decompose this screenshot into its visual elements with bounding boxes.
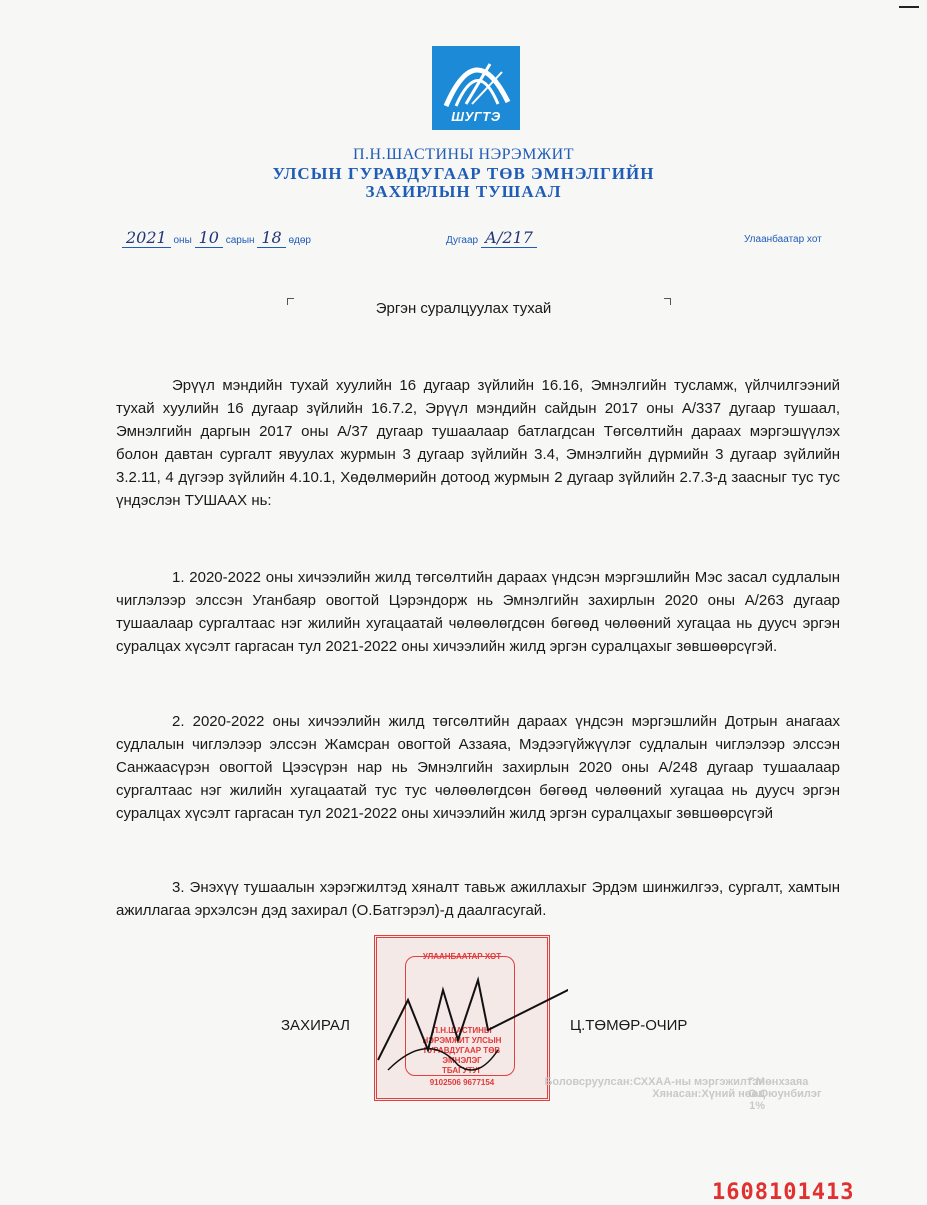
order-item-3: 3. Энэхүү тушаалын хэрэгжилтэд хяналт тавьж ажиллахыг Эрдэм шинжилгээ, сургалт, хамтын ажиллагаа эрхэлсэн дэд захирал (О.Батгэрэл)-д даалгасугай. [116, 879, 840, 919]
stamp-line-6: 9102506 9677154 [429, 1078, 495, 1087]
order-number-value: А/217 [481, 228, 537, 248]
bleed-through-right: Г.Мөнхзаяа О.Оюунбилэг [748, 1076, 822, 1100]
order-city: Улаанбаатар хот [744, 234, 822, 245]
header-line-1: П.Н.ШАСТИНЫ НЭРЭМЖИТ [353, 146, 574, 163]
date-day: 18 [257, 228, 285, 248]
header-line-3: ЗАХИРЛЫН ТУШААЛ [365, 182, 562, 201]
order-number-label: Дугаар [446, 235, 479, 246]
date-month: 10 [195, 228, 223, 248]
handwritten-signature [368, 970, 568, 1090]
order-subject: Эргэн суралцуулах тухай [375, 300, 552, 317]
order-number [446, 228, 537, 248]
order-date [122, 228, 311, 248]
intro-paragraph: Эрүүл мэндийн тухай хуулийн 16 дугаар зүйлийн 16.16, Эмнэлгийн тусламж, үйлчилгээний тухай хуулийн 16 дугаар зүйлийн 16.7.2, Эрүүл мэндийн сайдын 2017 оны А/337 дугаар тушаал, Эмнэлгийн даргын 2017 оны А/37 дугаар тушаалаар батлагдсан Төгсөлтийн дараах мэргэшүүлэх болон давтан сургалт явуулах журмын 3 дугаар зүйлийн 3.4, Эмнэлгийн дүрмийн 3 дугаар зүйлийн 3.2.11, 4 дүгээр зүйлийн 4.10.1, Хөдөлмөрийн дотоод журмын 2 дугаар зүйлийн 2.7.3-д заасныг тус тус үндэслэн ТУШААХ нь: [116, 377, 840, 509]
document-serial-number: 1608101413 [712, 1180, 855, 1205]
date-year-label: оны [173, 235, 192, 246]
stamp-top-text: УЛААНБААТАР ХОТ [422, 952, 502, 961]
hospital-logo [432, 46, 520, 130]
logo-text: ШУГТЭ [451, 109, 501, 124]
stamp-line-3: ГУРАВДУГААР ТӨВ [423, 1046, 501, 1055]
signatory-name: Ц.ТӨМӨР-ОЧИР [570, 1017, 688, 1034]
stamp-line-2: НЭРЭМЖИТ УЛСЫН [422, 1036, 502, 1045]
stamp-line-1: П.Н.ШАСТИНЫ [432, 1026, 492, 1035]
signatory-title: ЗАХИРАЛ [281, 1017, 351, 1034]
header-line-2: УЛСЫН ГУРАВДУГААР ТӨВ ЭМНЭЛГИЙН [272, 164, 655, 183]
stamp-line-5: ТБАГУТУГ [441, 1066, 483, 1075]
scan-edge-mark [899, 6, 919, 8]
date-day-label: өдөр [288, 235, 311, 246]
date-month-label: сарын [225, 235, 255, 246]
bleed-through-left: Боловсруулсан:СХХАА-ны мэргэжилтэн Хянасан:Хүний нөөц 1% [544, 1076, 765, 1112]
order-item-2: 2. 2020-2022 оны хичээлийн жилд төгсөлтийн дараах үндсэн мэргэшлийн Дотрын анагаах судлалын чиглэлээр элссэн Жамсран овогтой Аззаяа, Мэдээгүйжүүлэг судлалын чиглэлээр элссэн Санжаасүрэн овогтой Цээсүрэн нар нь Эмнэлгийн захирлын 2020 оны А/248 дугаар тушаалаар сургалтаас нэг жилийн хугацаатай тус тус чөлөөлөгдсөн бөгөөд чөлөөний хугацаа нь дуусч эргэн суралцах хүсэлт гаргасан тул 2021-2022 оны хичээлийн жилд эргэн суралцахыг зөвшөөрсүгэй [116, 713, 840, 822]
date-year: 2021 [122, 228, 171, 248]
order-item-1: 1. 2020-2022 оны хичээлийн жилд төгсөлтийн дараах үндсэн мэргэшлийн Мэс засал судлалын чиглэлээр элссэн Уганбаяр овогтой Цэрэндорж нь Эмнэлгийн захирлын 2020 оны А/263 дугаар тушаалаар сургалтаас нэг жилийн хугацаатай чөлөөлөгдсөн бөгөөд чөлөөний хугацаа нь дуусч эргэн суралцах хүсэлт гаргасан тул 2021-2022 оны хичээлийн жилд эргэн суралцахыг зөвшөөрсүгэй. [116, 569, 840, 655]
stamp-line-4: ЭМНЭЛЭГ [442, 1056, 482, 1065]
